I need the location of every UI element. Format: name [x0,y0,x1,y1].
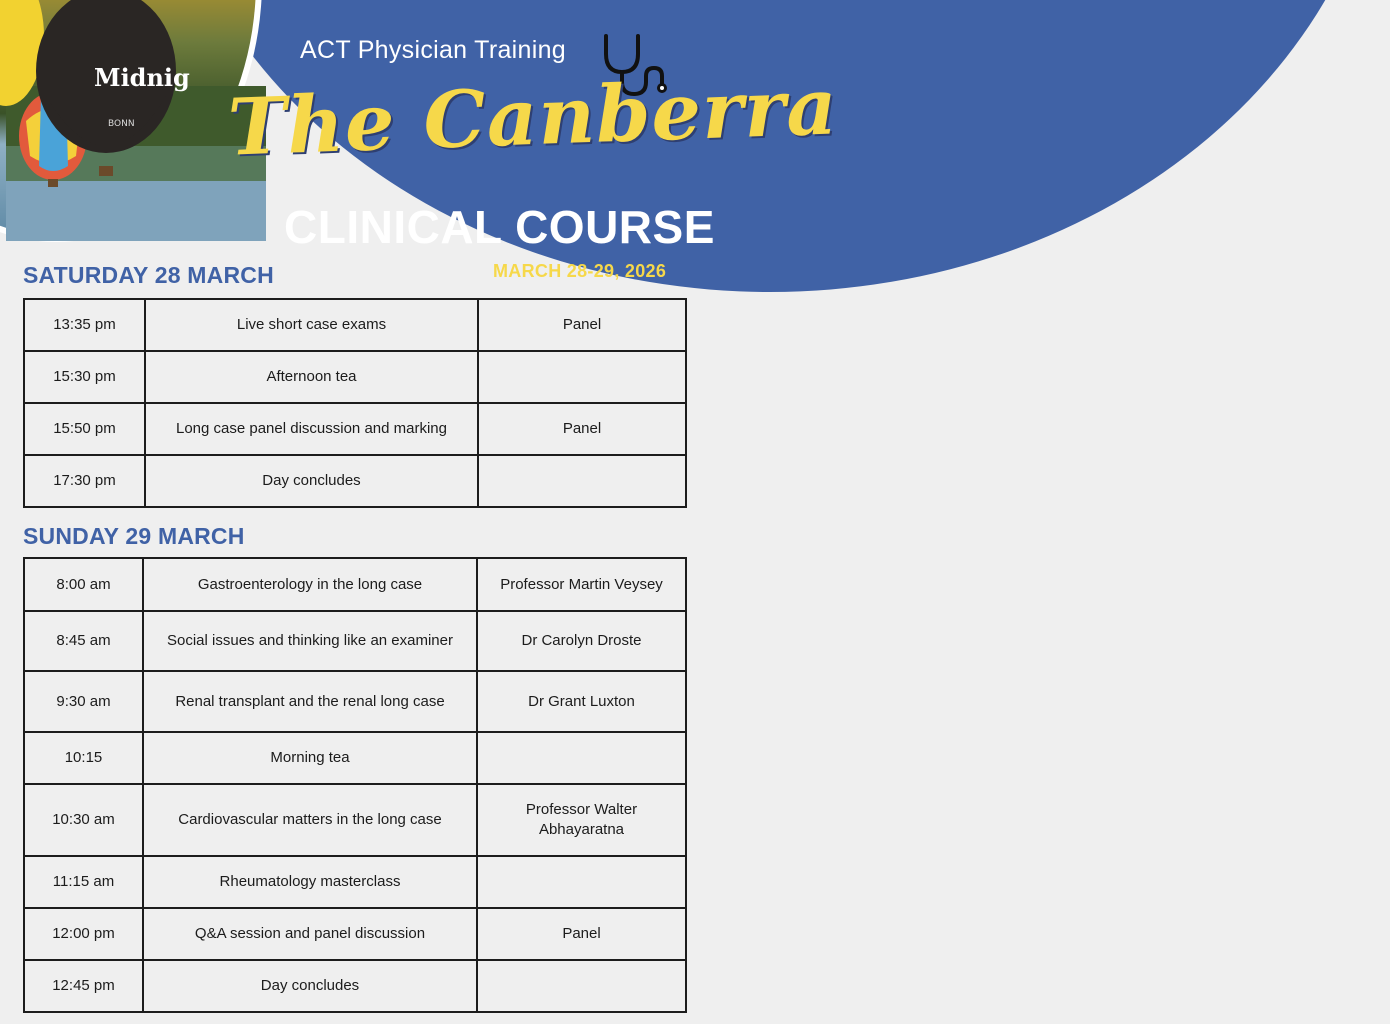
time-cell: 15:30 pm [24,351,145,403]
presenter-cell: Panel [478,299,686,351]
session-cell: Gastroenterology in the long case [143,558,477,611]
presenter-cell: Panel [478,403,686,455]
presenter-cell: Professor Martin Veysey [477,558,686,611]
time-cell: 17:30 pm [24,455,145,507]
balloon-text-bonn: BONN [108,119,135,129]
table-row [24,299,686,351]
time-cell: 10:15 [24,732,143,784]
presenter-cell [478,455,686,507]
table-row [24,351,686,403]
presenter-cell [477,856,686,908]
organization-name: ACT Physician Training [300,36,566,64]
session-cell: Live short case exams [145,299,478,351]
course-script-title: The Canberra [226,61,840,174]
table-row [24,558,686,611]
presenter-cell: Professor Walter Abhayaratna [477,784,686,856]
saturday-heading: SATURDAY 28 MARCH [23,262,274,288]
time-cell: 13:35 pm [24,299,145,351]
saturday-schedule-table [23,298,687,508]
table-row [24,732,686,784]
session-cell: Day concludes [143,960,477,1012]
time-cell: 8:45 am [24,611,143,671]
table-row [24,671,686,732]
balloon-illustration [0,0,256,236]
time-cell: 11:15 am [24,856,143,908]
table-row [24,455,686,507]
session-cell: Long case panel discussion and marking [145,403,478,455]
session-cell: Rheumatology masterclass [143,856,477,908]
sunday-heading: SUNDAY 29 MARCH [23,523,245,549]
table-row [24,403,686,455]
table-row [24,960,686,1012]
session-cell: Morning tea [143,732,477,784]
sunday-schedule-table [23,557,687,1013]
table-row [24,908,686,960]
time-cell: 9:30 am [24,671,143,732]
time-cell: 10:30 am [24,784,143,856]
time-cell: 12:00 pm [24,908,143,960]
presenter-cell: Panel [477,908,686,960]
time-cell: 8:00 am [24,558,143,611]
balloon-photo [0,0,262,242]
time-cell: 12:45 pm [24,960,143,1012]
presenter-cell [478,351,686,403]
balloon-text-midnight: Midnig [94,63,190,92]
course-dates: MARCH 28-29, 2026 [493,261,667,281]
table-row [24,856,686,908]
course-title: CLINICAL COURSE [284,201,715,253]
session-cell: Renal transplant and the renal long case [143,671,477,732]
presenter-cell [477,960,686,1012]
presenter-cell: Dr Grant Luxton [477,671,686,732]
presenter-cell [477,732,686,784]
session-cell: Q&A session and panel discussion [143,908,477,960]
session-cell: Day concludes [145,455,478,507]
table-row [24,611,686,671]
table-row [24,784,686,856]
session-cell: Afternoon tea [145,351,478,403]
presenter-cell: Dr Carolyn Droste [477,611,686,671]
time-cell: 15:50 pm [24,403,145,455]
session-cell: Cardiovascular matters in the long case [143,784,477,856]
session-cell: Social issues and thinking like an examiner [143,611,477,671]
